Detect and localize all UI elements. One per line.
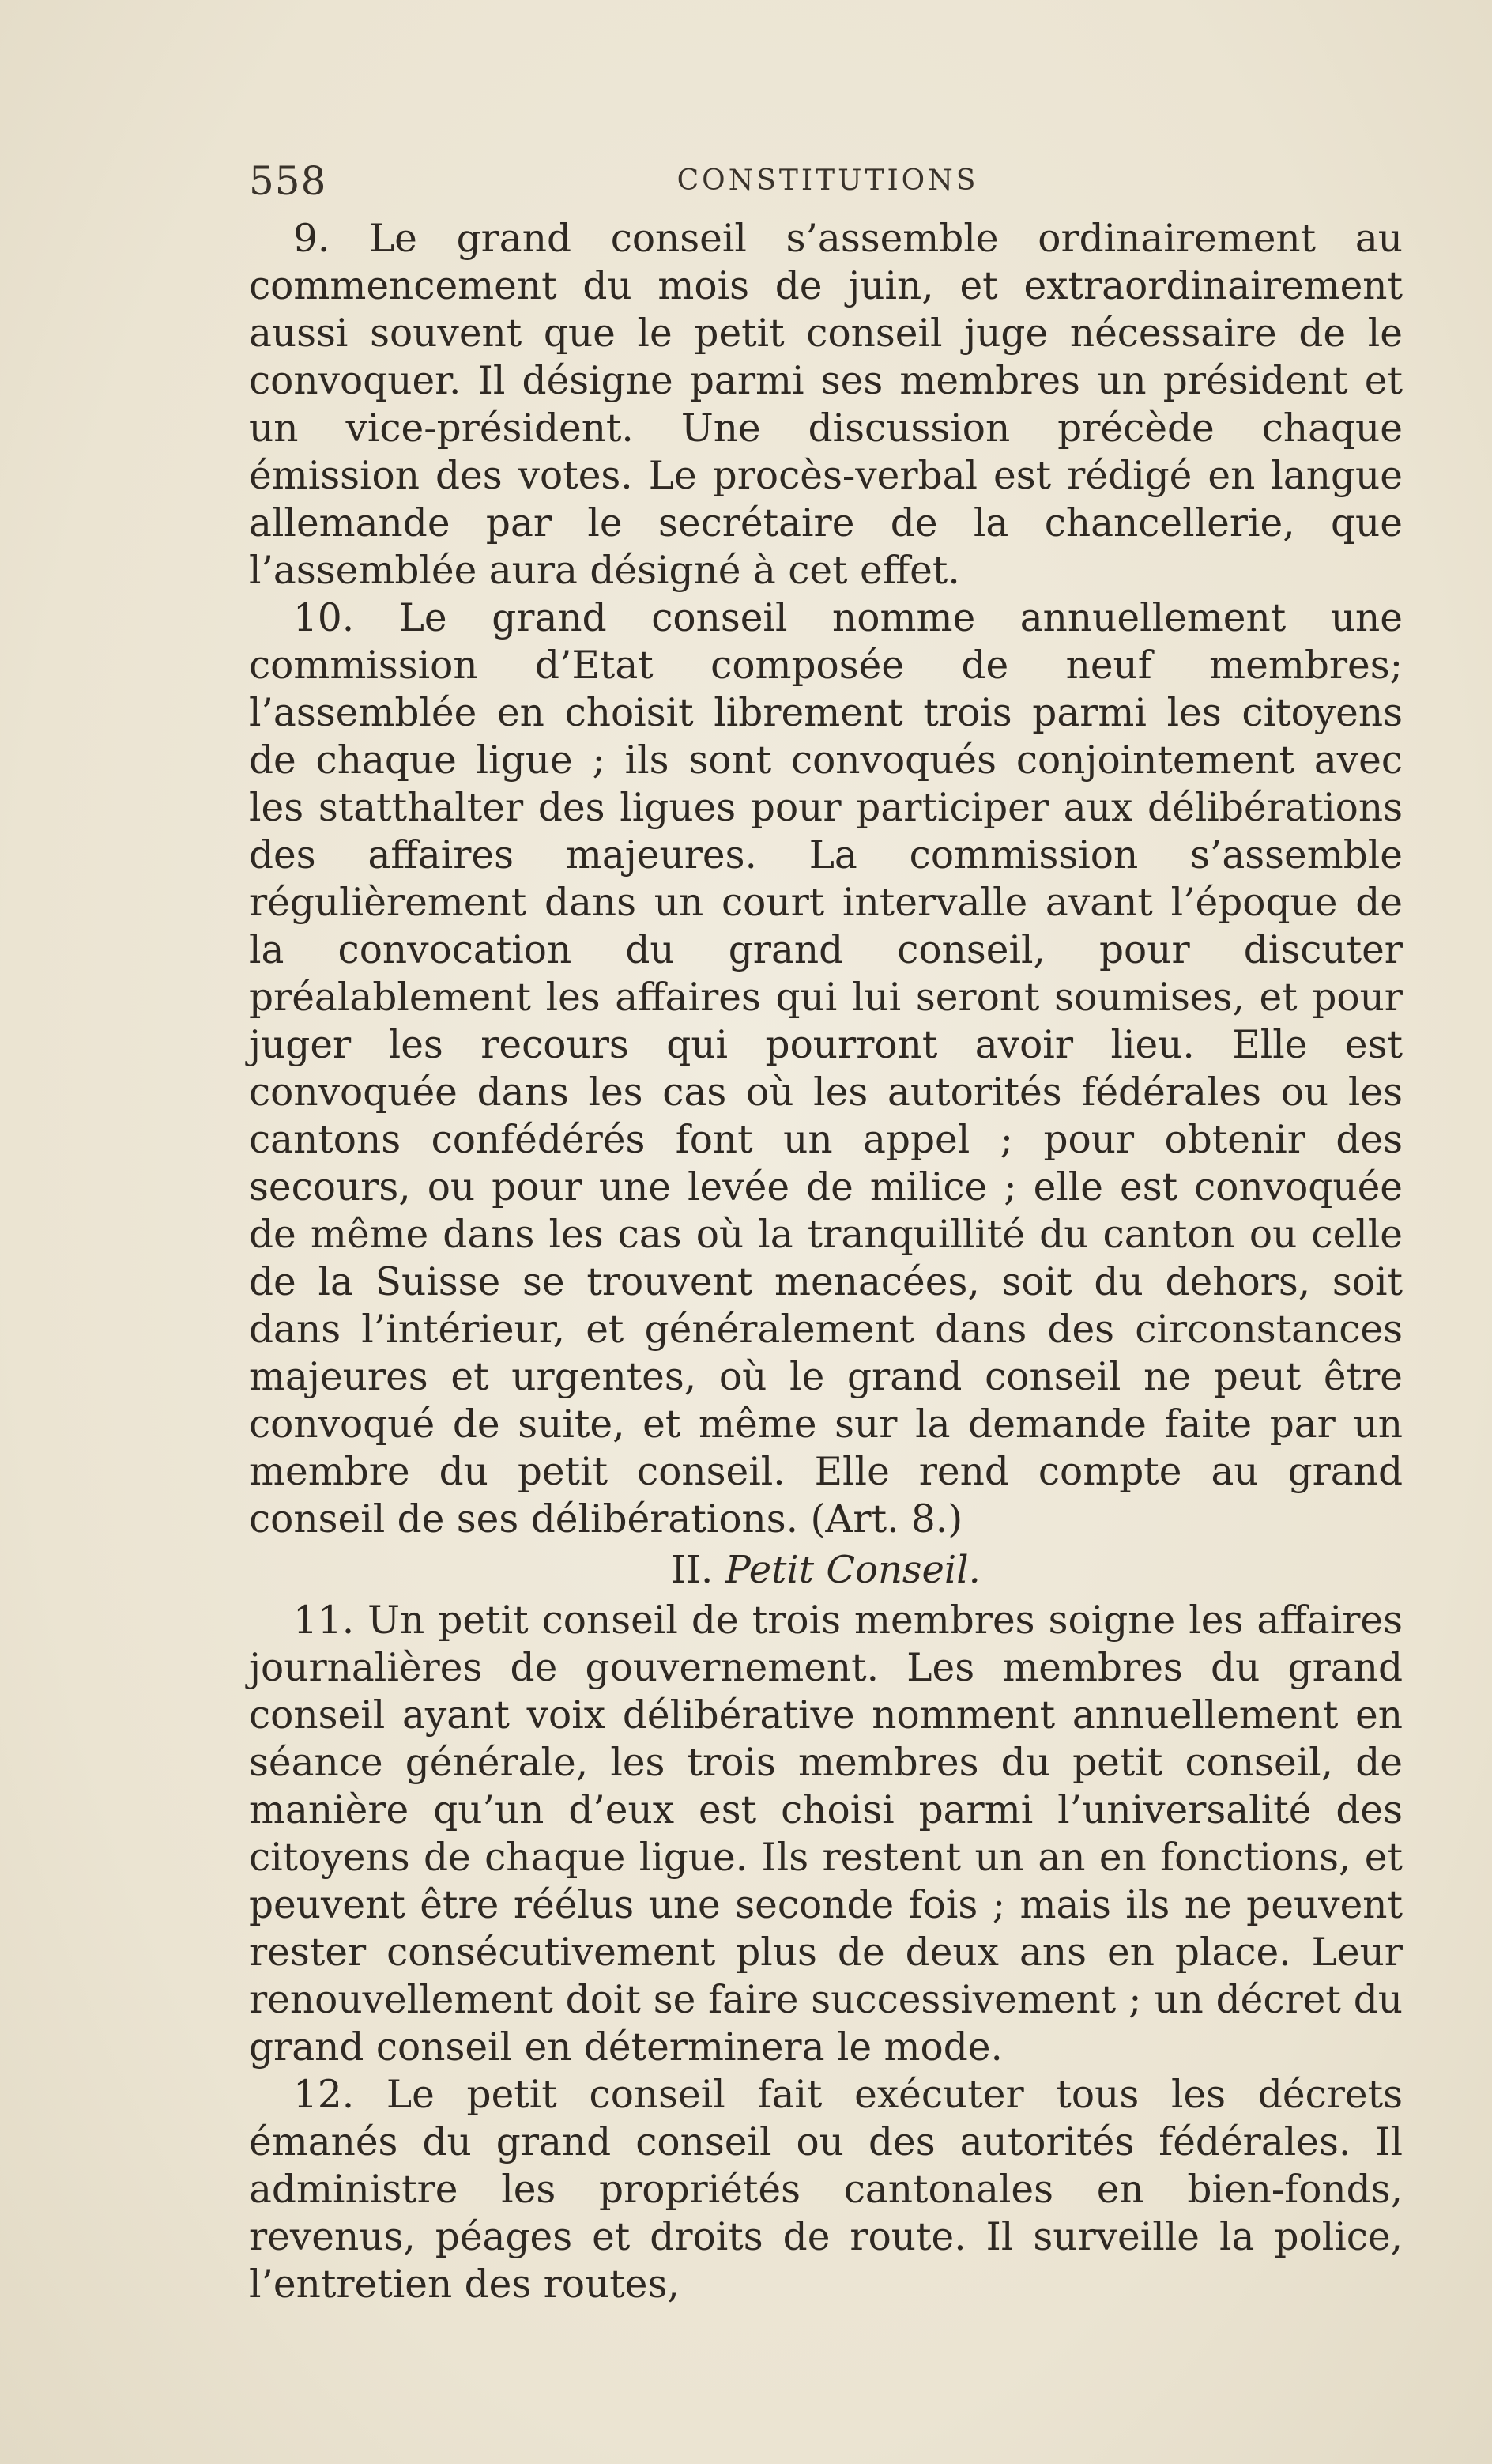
page-header [249,158,1407,213]
section-heading [249,1545,1403,1595]
section-number: II. [671,1548,714,1592]
running-head: CONSTITUTIONS [676,164,979,197]
section-title: Petit Conseil. [725,1548,981,1592]
article-10-paragraph: 10. Le grand conseil nomme annuellement une commission d’Etat composée de neuf membres; l’assemblée en choisit librement trois parmi les citoyens de chaque ligue ; ils sont convoqués conjointement avec les statthalter des ligues pour participer aux délibérations des affaires majeures. La commission s’assemble régulièrement dans un court intervalle avant l’époque de la convocation du grand conseil, pour discuter préalablement les affaires qui lui seront soumises, et pour juger les recours qui pourront avoir lieu. Elle est convoquée dans les cas où les autorités fédérales ou les cantons confédérés font un appel ; pour obtenir des secours, ou pour une levée de milice ; elle est convoquée de même dans les cas où la tranquillité du canton ou celle de la Suisse se trouvent menacées, soit du dehors, soit dans l’intérieur, et généralement dans des circonstances majeures et urgentes, où le grand conseil ne peut être convoqué de suite, et même sur la demande faite par un membre du petit conseil. Elle rend compte au grand conseil de ses délibérations. (Art. 8.) [249,596,1403,1541]
article-9-paragraph: 9. Le grand conseil s’assemble ordinairement au commencement du mois de juin, et extraordinairement aussi souvent que le petit conseil juge nécessaire de le convoquer. Il désigne parmi ses membres un président et un vice-président. Une discussion précède chaque émission des votes. Le procès-verbal est rédigé en langue allemande par le secrétaire de la chancellerie, que l’assemblée aura désigné à cet effet. [249,217,1403,593]
body-text [249,215,1403,2308]
article-11-paragraph: 11. Un petit conseil de trois membres soigne les affaires journalières de gouvernement. Les membres du grand conseil ayant voix délibérative nomment annuellement en séance générale, les trois membres du petit conseil, de manière qu’un d’eux est choisi parmi l’universalité des citoyens de chaque ligue. Ils restent un an en fonctions, et peuvent être réélus une seconde fois ; mais ils ne peuvent rester consécutivement plus de deux ans en place. Leur renouvellement doit se faire successivement ; un décret du grand conseil en déterminera le mode. [249,1598,1403,2070]
article-12-paragraph: 12. Le petit conseil fait exécuter tous les décrets émanés du grand conseil ou des autorités fédérales. Il administre les propriétés cantonales en bien-fonds, revenus, péages et droits de route. Il surveille la police, l’entretien des routes, [249,2073,1403,2307]
page-number: 558 [249,158,327,204]
